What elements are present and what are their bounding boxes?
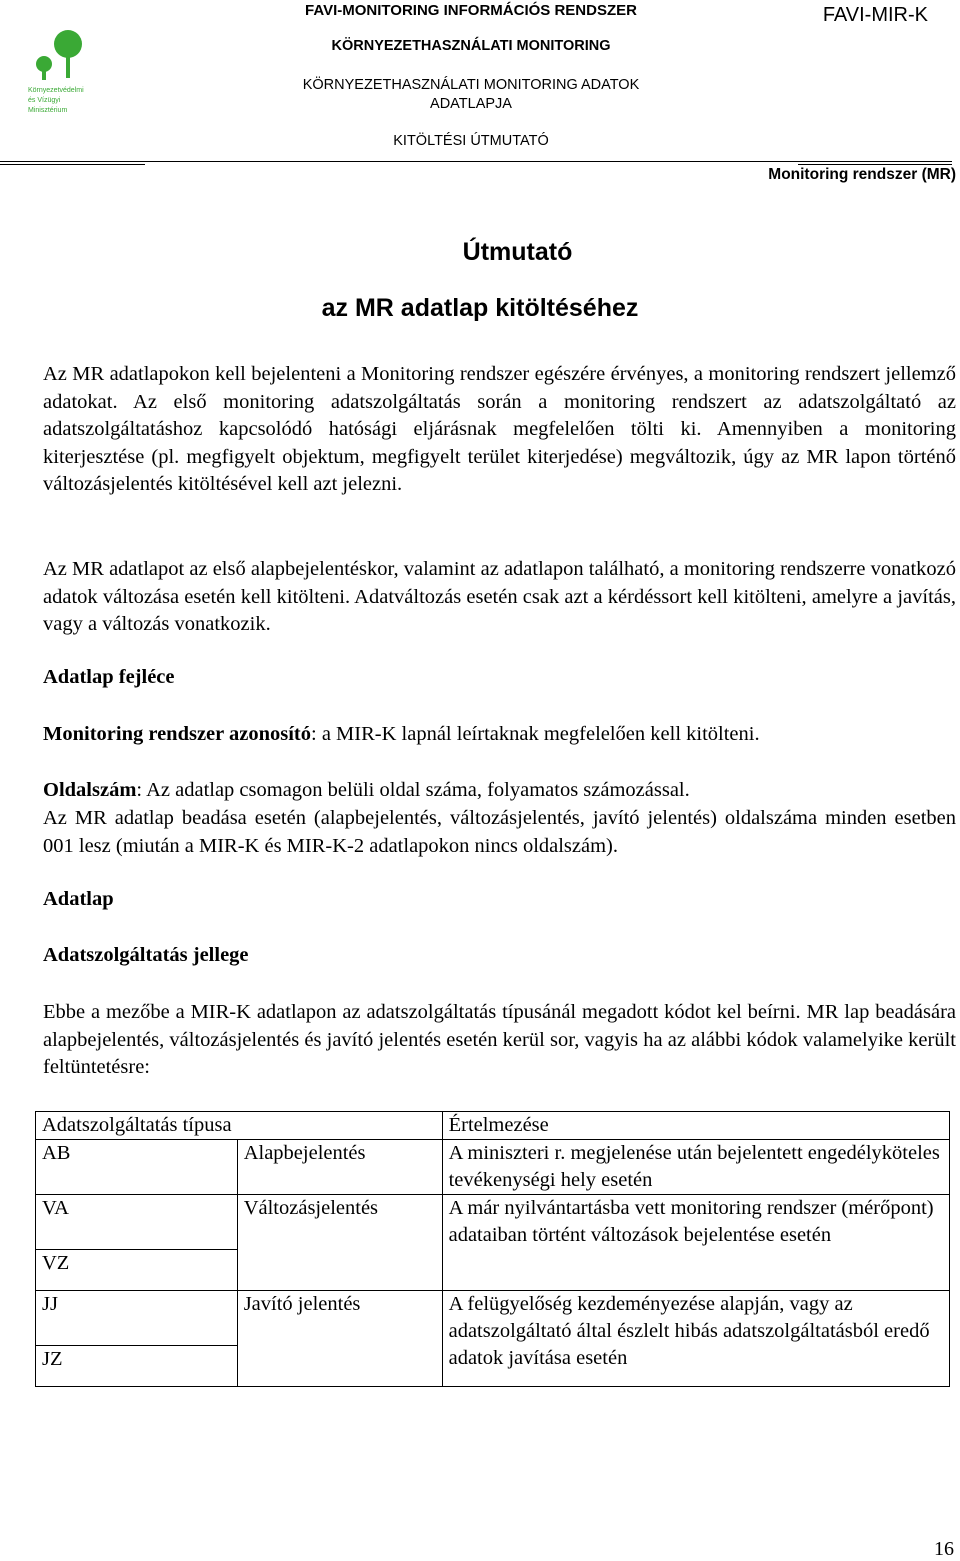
header-subtitle-sheet: ADATLAPJA	[430, 96, 512, 112]
header-divider-right	[798, 164, 952, 165]
code-cell: VA	[36, 1195, 238, 1250]
code-cell: AB	[36, 1140, 238, 1195]
heading-data-type: Adatszolgáltatás jellege	[43, 944, 249, 966]
system-id-paragraph	[43, 721, 956, 749]
header-subtitle-guide: KITÖLTÉSI ÚTMUTATÓ	[393, 133, 549, 149]
svg-text:és Vízügyi: és Vízügyi	[28, 97, 61, 104]
meaning-cell: A miniszteri r. megjelenése után bejelentett engedélyköteles tevékenységi hely esetén	[442, 1140, 949, 1195]
form-code: FAVI-MIR-K	[822, 4, 928, 26]
code-cell: VZ	[36, 1250, 238, 1291]
header-subtitle-monitoring: KÖRNYEZETHASZNÁLATI MONITORING	[331, 38, 611, 54]
system-id-text: : a MIR-K lapnál leírtaknak megfelelően kell kitölteni.	[311, 723, 760, 745]
table-header-type: Adatszolgáltatás típusa	[36, 1112, 443, 1140]
data-type-table	[35, 1111, 950, 1387]
code-entry-paragraph: Ebbe a mezőbe a MIR-K adatlapon az adatszolgáltatás típusánál megadott kódot kel beírni. MR lap beadására alapbejelentés, változásjelentés és javító jelentés esetén kerül sor, vagyis ha az alábbi kódok valamelyike került feltüntetésre:	[43, 1001, 956, 1078]
table-row	[36, 1291, 950, 1346]
header-subtitle-data: KÖRNYEZETHASZNÁLATI MONITORING ADATOK	[302, 77, 640, 93]
type-name-cell: Alapbejelentés	[237, 1140, 442, 1195]
svg-text:Minisztérium: Minisztérium	[28, 107, 68, 114]
type-name-cell: Változásjelentés	[237, 1195, 442, 1291]
header-divider-left	[0, 164, 145, 165]
system-id-label: Monitoring rendszer azonosító	[43, 723, 312, 745]
page-number-text: : Az adatlap csomagon belüli oldal száma, folyamatos számozással.	[136, 779, 690, 801]
meaning-cell: A már nyilvántartásba vett monitoring rendszer (mérőpont) adataiban történt változások bejelentése esetén	[442, 1195, 949, 1291]
code-cell: JZ	[36, 1346, 238, 1387]
header-divider	[0, 161, 952, 162]
header-title: FAVI-MONITORING INFORMÁCIÓS RENDSZER	[305, 2, 637, 19]
submission-paragraph: Az MR adatlap beadása esetén (alapbejelentés, változásjelentés, javító jelentés) oldalszáma minden esetben 001 lesz (miután a MIR-K és MIR-K-2 adatlapokon nincs oldalszám).	[43, 807, 956, 857]
type-name-cell: Javító jelentés	[237, 1291, 442, 1387]
table-header-row	[36, 1112, 950, 1140]
meaning-cell: A felügyelőség kezdeményezése alapján, vagy az adatszolgáltató által észlelt hibás adatszolgáltatásból eredő adatok javítása esetén	[442, 1291, 949, 1387]
table-header-meaning: Értelmezése	[442, 1112, 949, 1140]
svg-text:Környezetvédelmi: Környezetvédelmi	[28, 87, 84, 94]
code-cell: JJ	[36, 1291, 238, 1346]
page-number-paragraph	[43, 777, 956, 805]
page-subtitle: az MR adatlap kitöltéséhez	[321, 294, 639, 322]
page-number-label: Oldalszám	[43, 779, 137, 801]
page-title: Útmutató	[462, 238, 573, 266]
table-row	[36, 1140, 950, 1195]
heading-datasheet: Adatlap	[43, 888, 114, 910]
page-number: 16	[934, 1538, 954, 1560]
fill-rules-paragraph: Az MR adatlapot az első alapbejelentéskor, valamint az adatlapon található, a monitoring rendszerre vonatkozó adatok változása esetén kell kitölteni. Adatváltozás esetén csak azt a kérdéssort kell kitölteni, amelyre a javítás, vagy a változás vonatkozik.	[43, 558, 956, 635]
intro-paragraph: Az MR adatlapokon kell bejelenteni a Monitoring rendszer egészére érvényes, a monitoring rendszert jellemző adatokat. Az első monitoring adatszolgáltatás során a monitoring rendszert az adatszolgáltató az adatszolgáltatáshoz kapcsolódó hatósági eljárásnak megfelelően tölti ki. Amennyiben a monitoring kiterjesztése (pl. megfigyelt objektum, megfigyelt terület kiterjedése) megváltozik, úgy az MR lapon történő változásjelentés kitöltésével kell azt jelezni.	[43, 363, 956, 495]
section-label: Monitoring rendszer (MR)	[768, 166, 956, 183]
heading-sheet-header: Adatlap fejléce	[43, 666, 175, 688]
table-row	[36, 1195, 950, 1250]
